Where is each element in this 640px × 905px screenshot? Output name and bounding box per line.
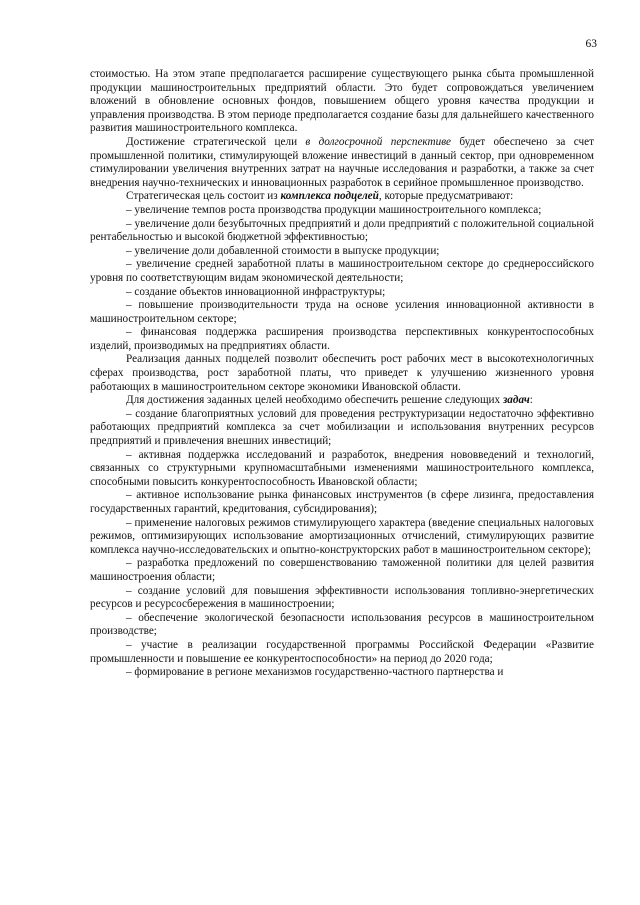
list-item: – увеличение доли безубыточных предприятий и доли предприятий с положительной социальной рентабельностью и высокой бюджетной эффективностью; [90,217,594,244]
paragraph-3-text: Стратегическая цель состоит из [126,190,281,203]
paragraph-tasks-emphasis: задач [502,394,530,407]
list-item: – увеличение доли добавленной стоимости в выпуске продукции; [126,244,440,257]
list-item: – финансовая поддержка расширения производства перспективных конкурентоспособных изделий, производимых на предприятиях области. [90,326,594,352]
list-item: – повышение производительности труда на основе усиления инновационной активности в машиностроительном секторе; [90,299,594,325]
list-item: – участие в реализации государственной программы Российской Федерации «Развитие промышленности и повышение ее конкурентоспособности» на период до 2020 года; [90,638,594,665]
list-item: – активное использование рынка финансовых инструментов (в сфере лизинга, предоставления государственных гарантий, кредитования, субсидирования); [90,489,594,515]
paragraph-tasks [90,394,594,408]
list-item: – увеличение средней заработной платы в машиностроительном секторе до среднероссийского уровня по соответствующим видам экономической деятельности; [90,258,594,284]
body-text [90,68,594,680]
paragraph-2 [90,136,594,190]
list-item: – активная поддержка исследований и разработок, внедрения нововведений и технологий, связанных со структурными крупномасштабными изменениями машиностроительного комплекса, способными повысить конкурентоспособность Ивановской области; [90,448,594,488]
paragraph-2-text: Достижение стратегической цели [126,135,306,148]
list-item: – разработка предложений по совершенствованию таможенной политики для целей развития машиностроения области; [90,557,594,583]
list-item: – создание условий для повышения эффективности использования топливно-энергетических ресурсов и ресурсосбережения в машиностроении; [90,584,594,611]
paragraph-3-text-end: , которые предусматривают: [378,190,514,203]
paragraph-1: стоимостью. На этом этапе предполагается расширение существующего рынка сбыта промышленной продукции машиностроительных предприятий области. Это будет сопровождаться увеличением вложений в обновление основных фондов, повышением общего уровня качества продукции и управления производства. В этом периоде предполагается создание базы для дальнейшего качественного развития машиностроительного комплекса. [90,68,594,135]
list-item: – увеличение темпов роста производства продукции машиностроительного комплекса; [126,203,542,216]
paragraph-3-emphasis: комплекса подцелей [280,190,379,203]
list-item: – применение налоговых режимов стимулирующего характера (введение специальных налоговых режимов, оптимизирующих использование амортизационных отчислений, стимулирующих развитие комплекса научно-исследовательских и опытно-конструкторских работ в машиностроительном секторе); [90,516,594,556]
paragraph-3 [90,190,594,204]
list-item: – обеспечение экологической безопасности использования ресурсов в машиностроительном производстве; [90,611,594,638]
list-item: – формирование в регионе механизмов государственно-частного партнерства и [126,666,504,679]
paragraph-tasks-text-end: : [529,394,533,407]
paragraph-tasks-text: Для достижения заданных целей необходимо обеспечить решение следующих [126,394,503,407]
paragraph-2-emphasis: в долгосрочной перспективе [305,135,452,148]
paragraph-2-text-end: будет обеспечено за счет промышленной политики, стимулирующей вложение инвестиций в данный сектор, при одновременном стимулировании увеличения внутренних затрат на научные исследования и разработки, а также за счет внедрения научно-технических и инновационных разработок в серийное промышленное производство. [90,135,594,189]
page-number: 63 [585,38,597,50]
list-item: – создание благоприятных условий для проведения реструктуризации недостаточно эффективно работающих предприятий комплекса за счет мобилизации и использования внутренних ресурсов предприятий и привлечения внешних инвестиций; [90,407,594,448]
paragraph-realization: Реализация данных подцелей позволит обеспечить рост рабочих мест в высокотехнологичных сферах производства, рост заработной платы, что приведет к улучшению жизненного уровня работающих в машиностроительном секторе экономики Ивановской области. [90,353,594,393]
list-item: – создание объектов инновационной инфраструктуры; [126,285,386,298]
